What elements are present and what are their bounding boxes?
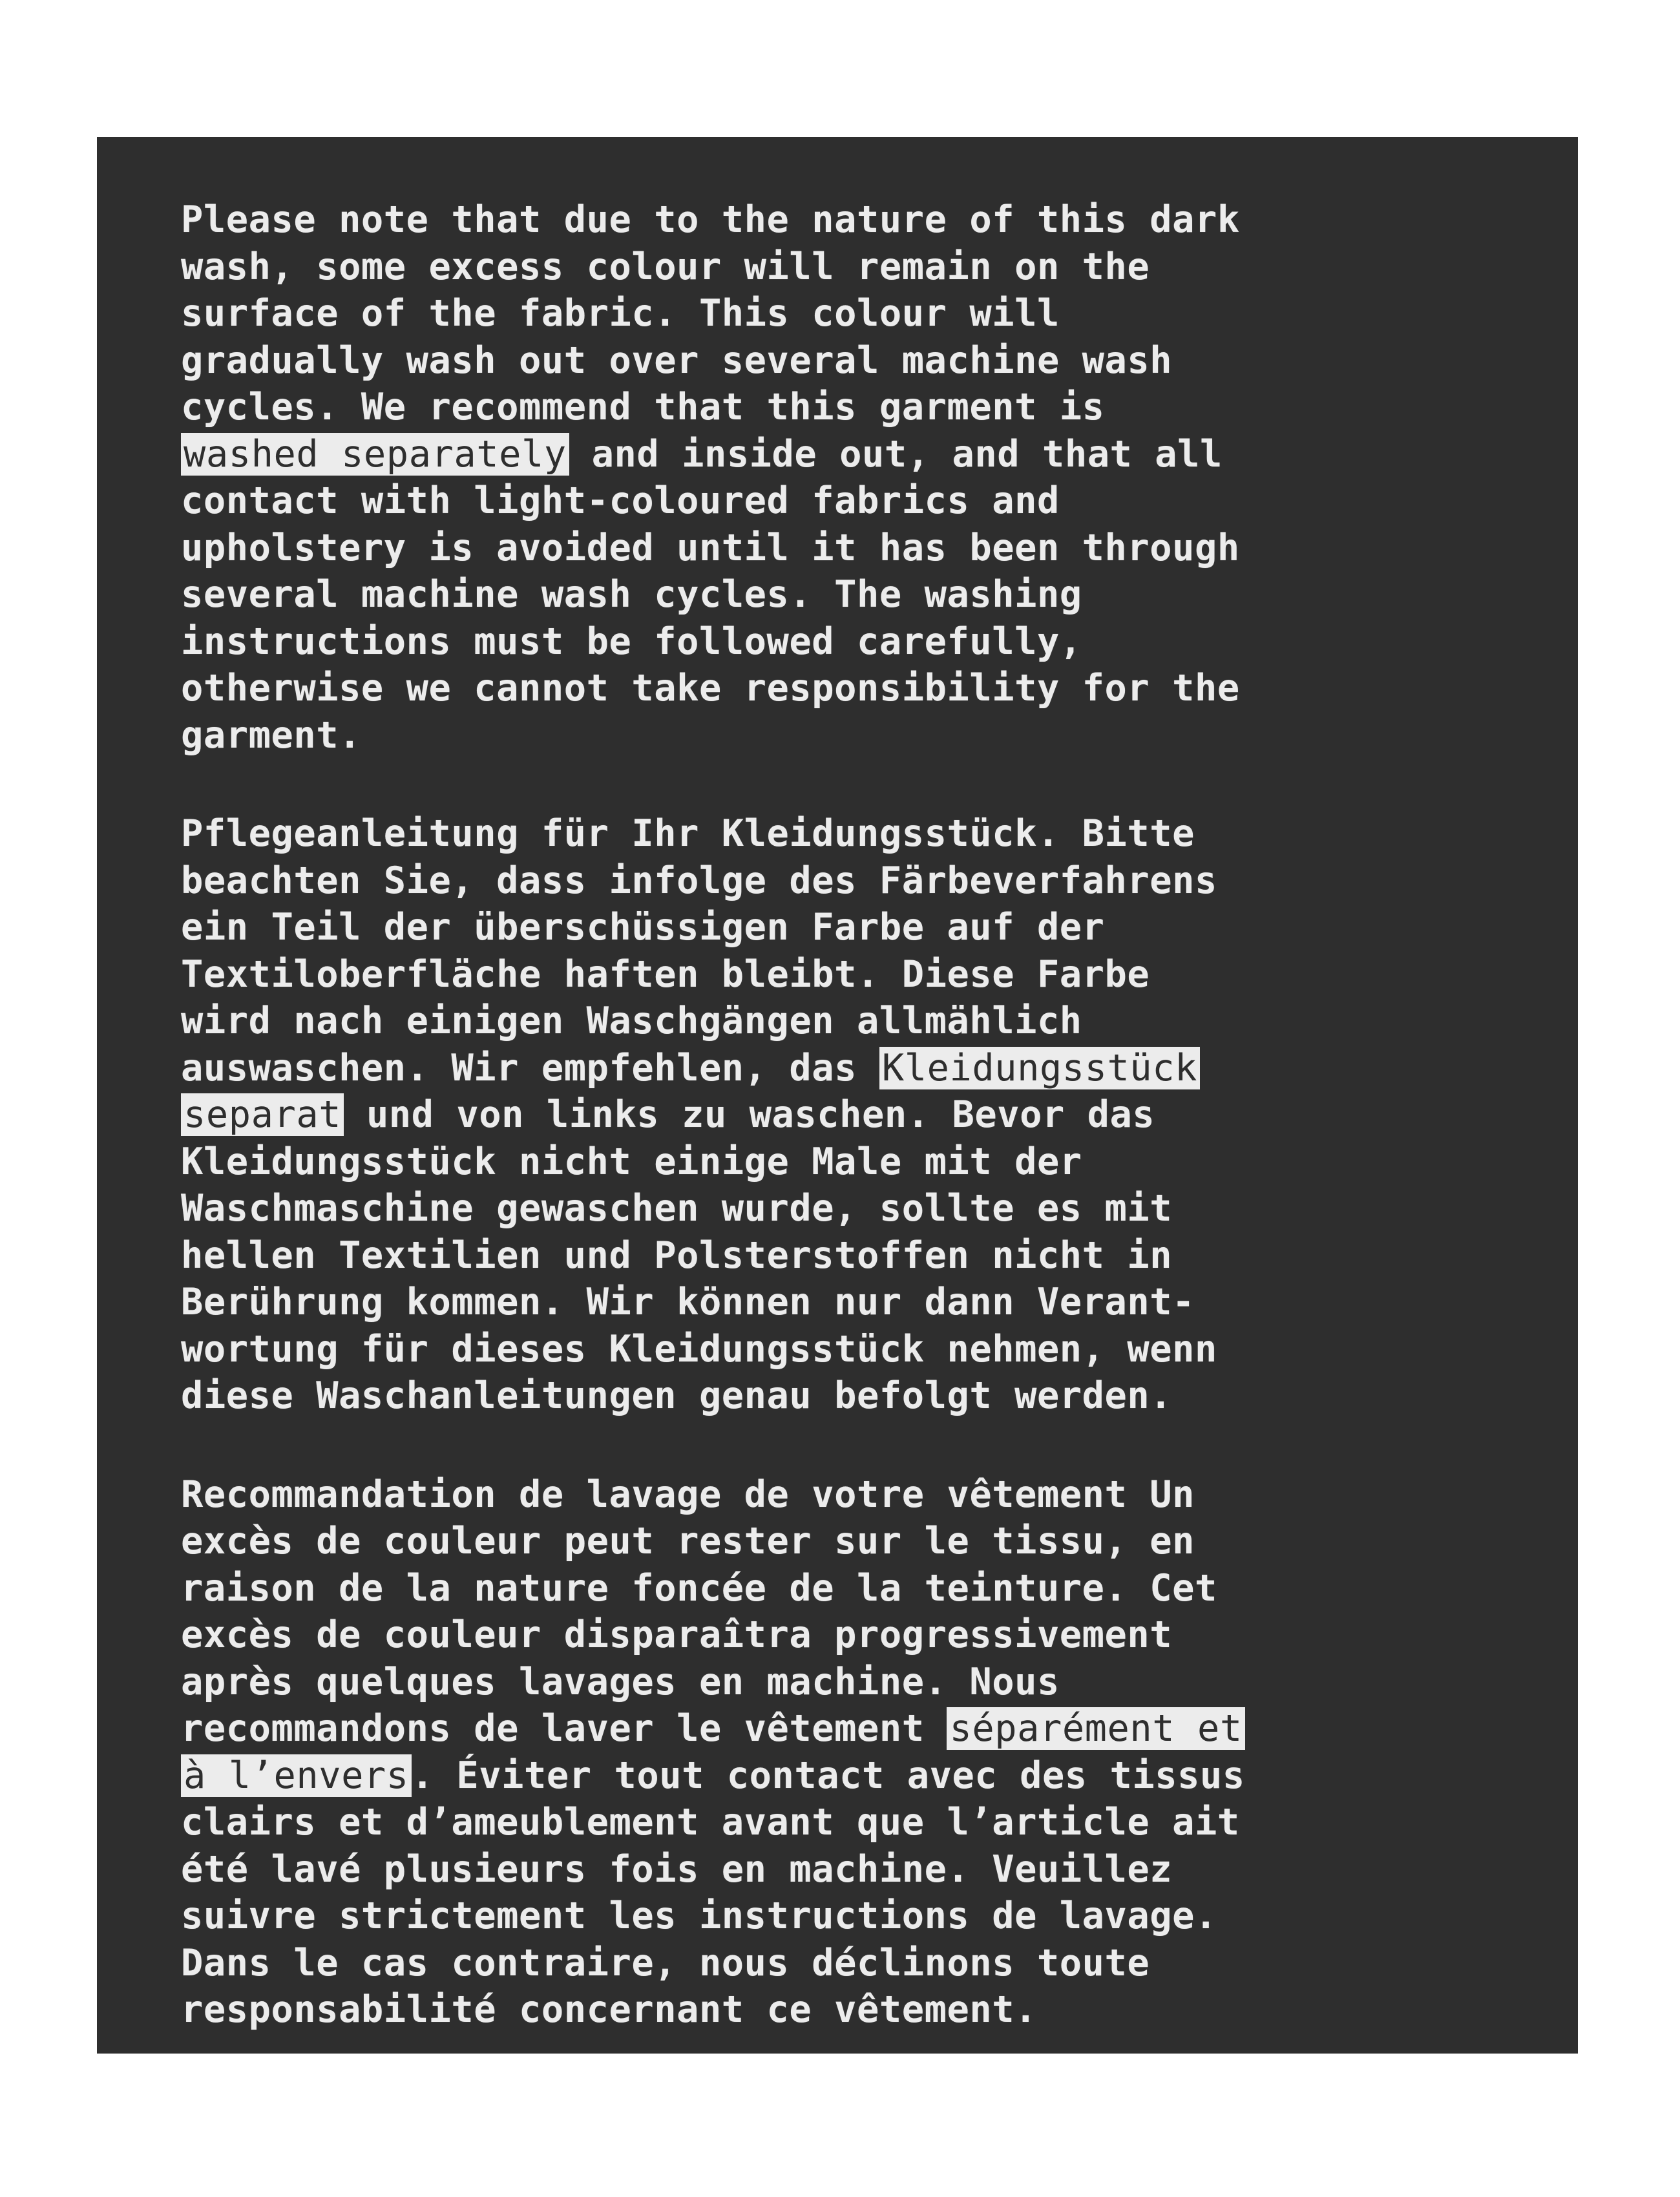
german-highlight-1: Kleidungsstück xyxy=(879,1047,1200,1089)
english-text-before: Please note that due to the nature of this dark wash, some excess colour will remain on the surface of the fabric. This colour will gradually wash out over several machine wash cycles. We recommend that this garment is xyxy=(181,198,1240,428)
german-text-before: Pflegeanleitung für Ihr Kleidungsstück. Bitte beachten Sie, dass infolge des Färbeverfahrens ein Teil der überschüssigen Farbe auf der Textiloberfläche haften bleibt. Diese Farbe wird nach einigen Waschgängen allmählich auswaschen. Wir empfehlen, das xyxy=(181,812,1217,1089)
care-instructions-german xyxy=(181,810,1526,1420)
french-text-after: . Éviter tout contact avec des tissus clairs et d’ameublement avant que l’article ait été lavé plusieurs fois en machine. Veuillez suivre strictement les instructions de lavage. Dans le cas contraire, nous déclinons toute responsabilité concernant ce vêtement. xyxy=(181,1754,1245,2031)
english-highlight: washed separately xyxy=(181,433,569,476)
german-text-after: und von links zu waschen. Bevor das Kleidungsstück nicht einige Male mit der Waschmaschine gewaschen wurde, sollte es mit hellen Textilien und Polsterstoffen nicht in Berührung kommen. Wir können nur dann Verant- wortung für dieses Kleidungsstück nehmen, wenn diese Waschanleitungen genau befolgt werden. xyxy=(181,1093,1217,1417)
care-instructions-english xyxy=(181,196,1526,759)
french-highlight-2: à l’envers xyxy=(181,1754,412,1797)
french-text-before: Recommandation de lavage de votre vêtement Un excès de couleur peut rester sur le tissu, en raison de la nature foncée de la teinture. Cet excès de couleur disparaîtra progressivement après quelques lavages en machine. Nous recommandons de laver le vêtement xyxy=(181,1473,1217,1750)
english-text-after: and inside out, and that all contact with light-coloured fabrics and upholstery is avoided until it has been through several machine wash cycles. The washing instructions must be followed carefully, otherwise we cannot take responsibility for the garment. xyxy=(181,432,1240,757)
care-instructions-french xyxy=(181,1471,1526,2034)
french-highlight-1: séparément et xyxy=(947,1707,1244,1750)
german-highlight-2: separat xyxy=(181,1093,344,1136)
care-label-card xyxy=(97,137,1578,2054)
